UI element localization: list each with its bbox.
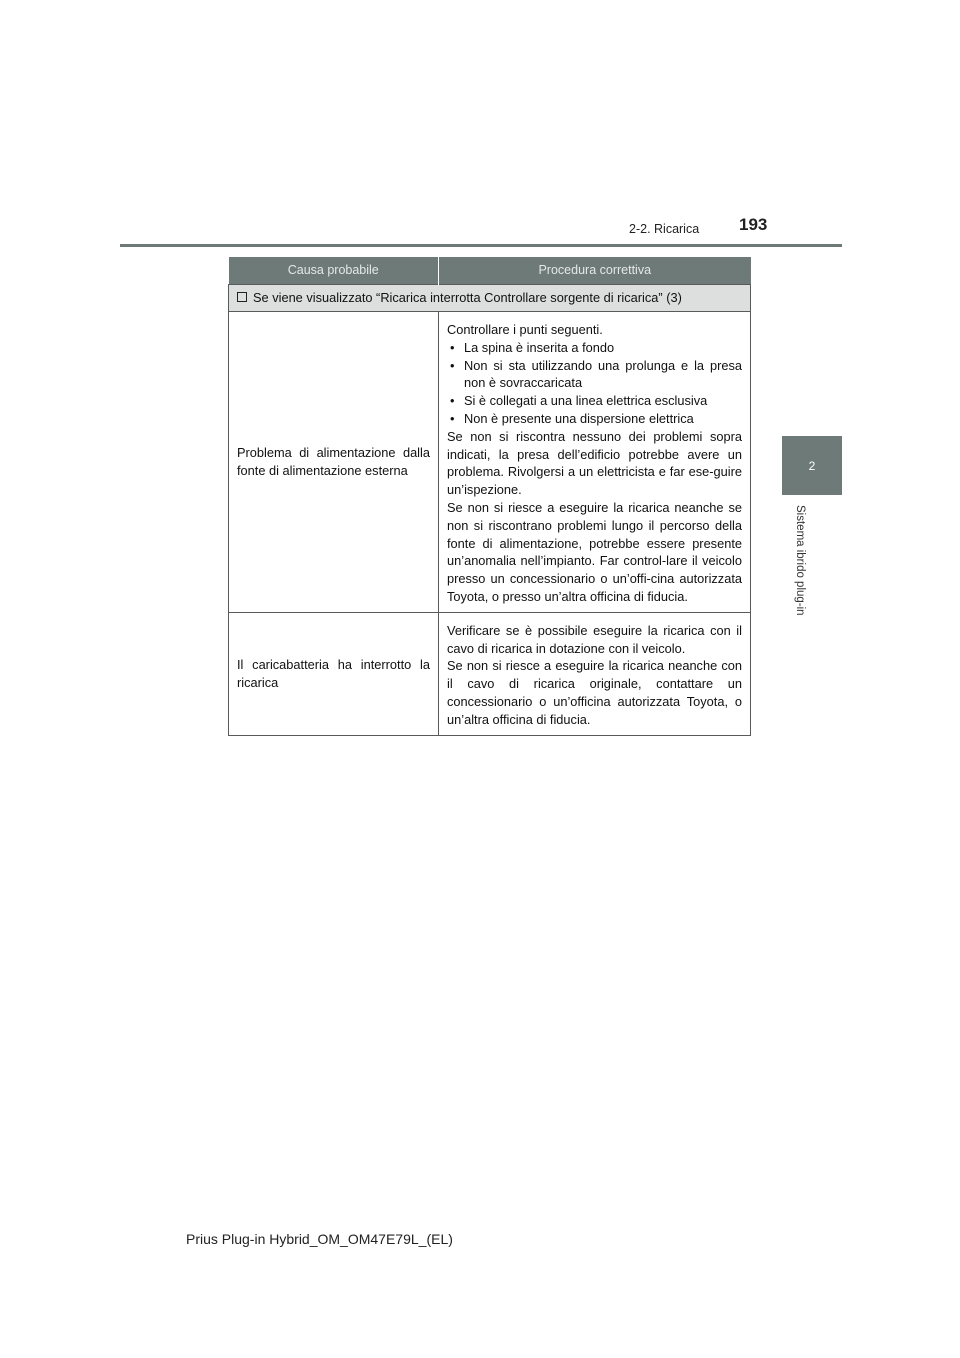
page-number: 193	[739, 215, 768, 234]
header-divider	[120, 244, 842, 247]
list-item: • Non si sta utilizzando una prolunga e la presa non è sovraccaricata	[447, 357, 742, 393]
procedure-cell	[439, 312, 751, 613]
document-footer: Prius Plug-in Hybrid_OM_OM47E79L_(EL)	[186, 1231, 453, 1247]
procedure-intro: Controllare i punti seguenti.	[447, 322, 603, 337]
chapter-tab	[782, 436, 842, 495]
procedure-paragraph: Se non si riesce a eseguire la ricarica neanche con il cavo di ricarica originale, contattare un concessionario o un’officina autorizzata Toyota, o un’altra officina di fiducia.	[447, 658, 742, 727]
table-subhead-row	[229, 285, 751, 312]
table-row	[229, 312, 751, 613]
column-header-cause: Causa probabile	[229, 257, 439, 285]
procedure-paragraph: Verificare se è possibile eseguire la ricarica con il cavo di ricarica in dotazione con il veicolo.	[447, 622, 742, 656]
check-list	[447, 339, 742, 428]
list-item: • La spina è inserita a fondo	[447, 339, 742, 357]
subhead-text: Se viene visualizzato “Ricarica interrotta Controllare sorgente di ricarica” (3)	[253, 290, 682, 306]
table-subhead	[229, 285, 751, 312]
troubleshooting-table	[228, 257, 751, 736]
list-item: • Non è presente una dispersione elettrica	[447, 410, 742, 428]
procedure-cell	[439, 612, 751, 735]
list-item: • Si è collegati a una linea elettrica esclusiva	[447, 392, 742, 410]
table-row	[229, 612, 751, 735]
table-header-row	[229, 257, 751, 285]
procedure-paragraph: Se non si riesce a eseguire la ricarica neanche se non si riscontrano problemi lungo il percorso della fonte di alimentazione, potrebbe essere presente un’anomalia nell’impianto. Far control-lare il veicolo presso un concessionario o un’offi-cina autorizzata Toyota, o presso un’altra officina di fiducia.	[447, 499, 742, 604]
chapter-title: Sistema ibrido plug-in	[794, 505, 806, 616]
cause-cell: Problema di alimentazione dalla fonte di alimentazione esterna	[229, 312, 439, 613]
column-header-procedure: Procedura correttiva	[439, 257, 751, 285]
checkbox-square-icon	[237, 292, 247, 302]
procedure-paragraph: Se non si riscontra nessuno dei problemi sopra indicati, la presa dell’edificio potrebbe avere un problema. Rivolgersi a un elettricista e far ese-guire un’ispezione.	[447, 428, 742, 498]
cause-cell: Il caricabatteria ha interrotto la ricarica	[229, 612, 439, 735]
chapter-number: 2	[808, 458, 816, 473]
section-title: 2-2. Ricarica	[629, 222, 700, 236]
